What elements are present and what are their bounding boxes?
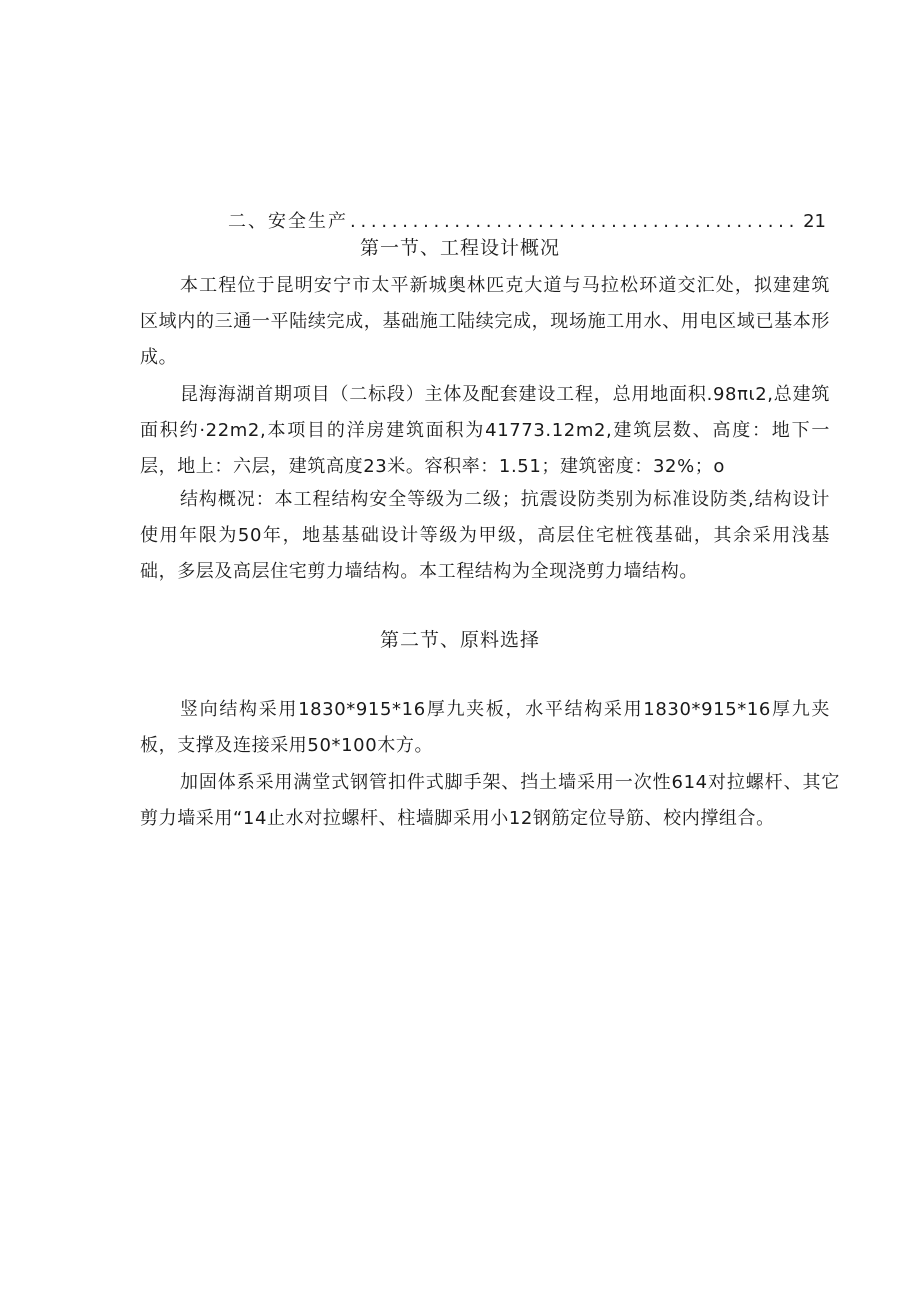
toc-entry-label: 二、安全生产	[228, 211, 348, 232]
section-1-paragraph-location: 本工程位于昆明安宁市太平新城奥林匹克大道与马拉松环道交汇处，拟建建筑区域内的三通一平陆续完成，基础施工陆续完成，现场施工用水、用电区域已基本形成。	[140, 275, 830, 368]
section-2-paragraph-formwork: 竖向结构采用1830*915*16厚九夹板，水平结构采用1830*915*16厚九夹板，支撑及连接采用50*100木方。	[140, 699, 830, 756]
section-2-title: 第二节、原料选择	[379, 629, 540, 651]
section-2-paragraph-reinforcement: 加固体系采用满堂式钢管扣件式脚手架、挡土墙采用一次性614对拉螺杆、其它剪力墙采用“14止水对拉螺杆、柱墙脚采用小12钢筋定位导筋、校内撑组合。	[140, 772, 840, 829]
section-1-paragraph-structure: 结构概况：本工程结构安全等级为二级；抗震设防类别为标准设防类,结构设计使用年限为50年，地基基础设计等级为甲级，高层住宅桩筏基础，其余采用浅基础，多层及高层住宅剪力墙结构。本工程结构为全现浇剪力墙结构。	[140, 489, 830, 582]
section-1-paragraph-project: 昆海海湖首期项目（二标段）主体及配套建设工程，总用地面积.98πι2,总建筑面积约·22m2,本项目的洋房建筑面积为41773.12m2,建筑层数、高度：地下一层，地上：六层，建筑高度23米。容积率：1.51；建筑密度：32%；o	[140, 384, 830, 477]
toc-entry[interactable]	[228, 208, 826, 236]
toc-page-number: 21	[803, 211, 826, 232]
section-1-title: 第一节、工程设计概况	[359, 237, 560, 259]
toc-dot-leader	[350, 208, 801, 236]
